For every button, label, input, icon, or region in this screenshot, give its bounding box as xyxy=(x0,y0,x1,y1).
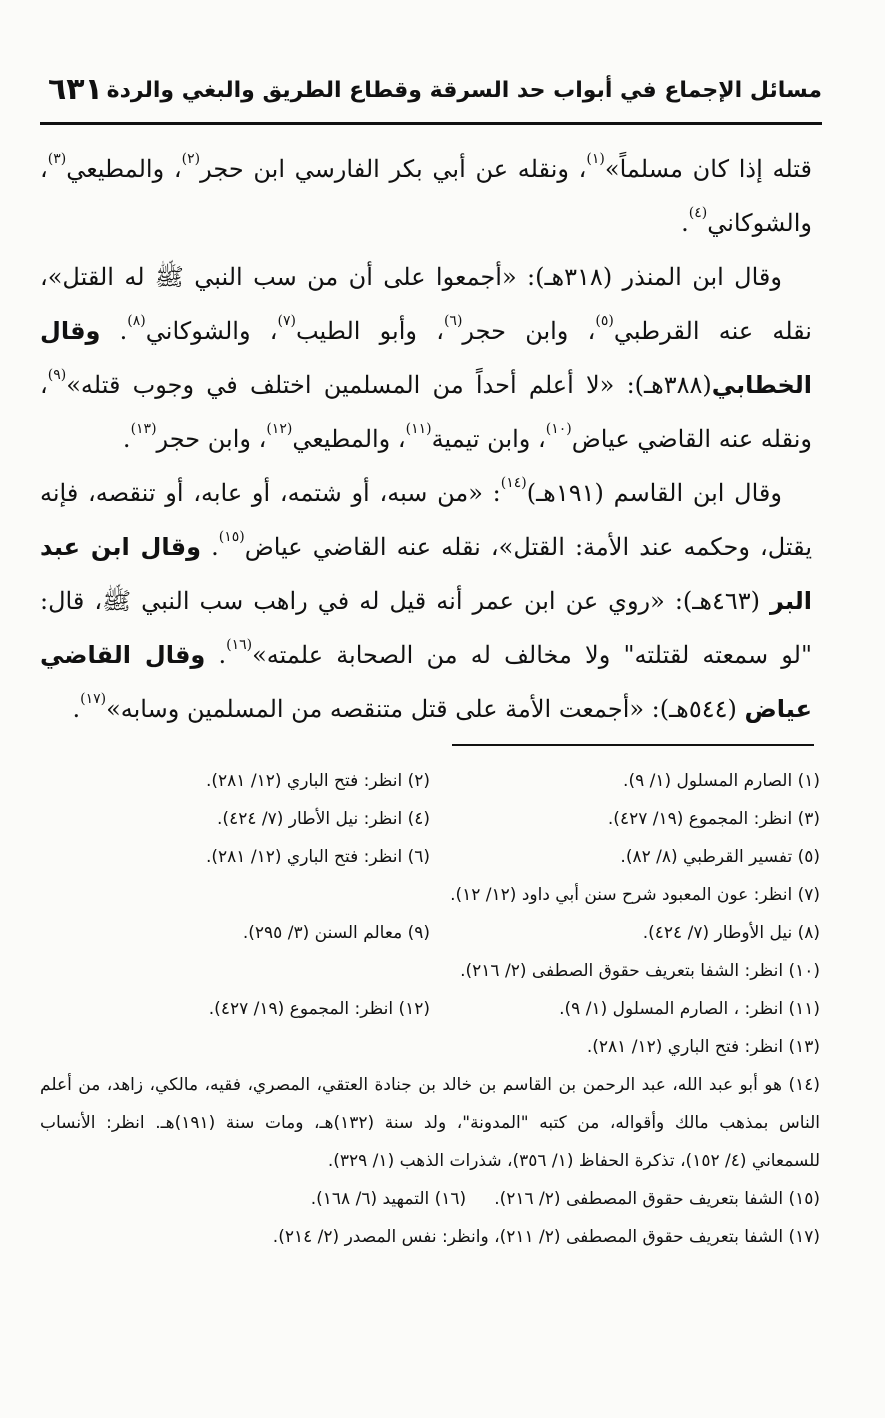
footnote-row xyxy=(40,1028,820,1066)
footnote-ref: (١٠) xyxy=(545,421,572,437)
footnote-ref: (٦) xyxy=(443,313,463,329)
text-run: ، وابن تيمية xyxy=(431,425,546,453)
footnote-row xyxy=(40,838,820,876)
footnote: (٥) تفسير القرطبي (٨/ ٨٢). xyxy=(620,847,820,867)
footnote: (١٢) انظر: المجموع (١٩/ ٤٢٧). xyxy=(208,999,430,1019)
footnote: (٩) معالم السنن (٣/ ٢٩٥). xyxy=(242,923,430,943)
footnote-ref: (١٣) xyxy=(130,421,157,437)
footnote-ref: (١٤) xyxy=(500,475,527,491)
text-run: ، والمطيعي xyxy=(66,155,182,183)
footnote-ref: (٥) xyxy=(595,313,614,329)
spacer xyxy=(466,1180,494,1218)
footnote-ref: (١٦) xyxy=(226,637,253,653)
paragraph-2 xyxy=(40,250,812,466)
footnote: (١٧) الشفا بتعريف حقوق المصطفى (٢/ ٢١١)، وانظر: نفس المصدر (٢/ ٢١٤). xyxy=(272,1227,820,1247)
text-run: ، والمطيعي xyxy=(292,425,406,453)
text-run: (٥٤٤هـ): «أجمعت الأمة على قتل متنقصه من المسلمين وسابه» xyxy=(106,695,745,723)
header-rule xyxy=(40,122,822,125)
text-run: وقال ابن القاسم (١٩١هـ) xyxy=(526,479,782,507)
footnote-ref: (٩) xyxy=(47,367,67,383)
running-header xyxy=(40,70,822,116)
footnote-ref: (١) xyxy=(586,151,605,167)
text-run: (٣٨٨هـ): «لا أعلم أحداً من المسلمين اختلف في وجوب قتله» xyxy=(66,371,712,399)
text-run: وقال ابن المنذر (٣١٨هـ): «أجمعوا على أن من سب النبي ﷺ له القتل»، نقله عنه القرطبي xyxy=(40,263,812,345)
text-run: ، ونقله عنه القاضي عياض xyxy=(40,371,812,453)
footnote: (١٥) الشفا بتعريف حقوق المصطفى (٢/ ٢١٦). xyxy=(494,1189,820,1209)
text-run: . xyxy=(100,317,128,345)
footnotes xyxy=(40,762,820,1256)
footnote-ref: (٧) xyxy=(277,313,296,329)
footnote-row xyxy=(40,876,820,914)
paragraph-1 xyxy=(40,142,812,250)
text-run: . xyxy=(72,695,81,723)
text-run: . xyxy=(681,209,689,237)
bold-run: وقال ابن عبد البر xyxy=(40,533,812,615)
text-run: ، والشوكاني xyxy=(40,155,812,237)
footnote-ref: (٤) xyxy=(688,205,708,221)
footnote-ref: (١٢) xyxy=(266,421,293,437)
text-run: ، ونقله عن أبي بكر الفارسي ابن حجر xyxy=(200,155,587,183)
footnote-ref: (١٧) xyxy=(80,691,107,707)
footnote: (٢) انظر: فتح الباري (١٢/ ٢٨١). xyxy=(206,771,430,791)
footnote-row xyxy=(40,952,820,990)
bold-run: وقال الخطابي xyxy=(40,317,812,399)
text-run: : «من سبه، أو شتمه، أو عابه، أو تنقصه، فإنه يقتل، وحكمه عند الأمة: القتل»، نقله عنه القاضي عياض xyxy=(40,479,812,561)
footnote: (١٦) التمهيد (٦/ ١٦٨). xyxy=(310,1189,467,1209)
footnote: (١٤) هو أبو عبد الله، عبد الرحمن بن القاسم بن خالد بن جنادة العتقي، المصري، فقيه، مالكي، زاهد، من أعلم الناس بمذهب مالك وأقواله، من كتبه "المدونة"، ولد سنة (١٣٢)هـ، ومات سنة (١٩١)هـ. انظر: الأنساب للسمعاني (٤/ ١٥٢)، تذكرة الحفاظ (١/ ٣٥٦)، شذرات الذهب (١/ ٣٢٩). xyxy=(40,1075,820,1171)
text-run: . xyxy=(122,425,131,453)
footnote-row xyxy=(40,1180,820,1218)
main-text xyxy=(40,142,812,736)
footnote: (٧) انظر: عون المعبود شرح سنن أبي داود (١٢/ ١٢). xyxy=(450,885,820,905)
footnote: (١٠) انظر: الشفا بتعريف حقوق الصطفى (٢/ ٢١٦). xyxy=(460,961,820,981)
text-run: . xyxy=(205,641,227,669)
footnote-ref: (٣) xyxy=(47,151,67,167)
text-run: ، والشوكاني xyxy=(145,317,278,345)
bold-run: وقال القاضي عياض xyxy=(40,641,812,723)
footnote: (١٣) انظر: فتح الباري (١٢/ ٢٨١). xyxy=(586,1037,820,1057)
footnote: (٨) نيل الأوطار (٧/ ٤٢٤). xyxy=(642,923,820,943)
footnote: (١١) انظر: ، الصارم المسلول (١/ ٩). xyxy=(559,999,820,1019)
paragraph-3 xyxy=(40,466,812,736)
footnote-ref: (٨) xyxy=(127,313,146,329)
text-run: (٤٦٣هـ): «روي عن ابن عمر أنه قيل له في راهب سب النبي ﷺ، قال: "لو سمعته لقتلته" ولا مخالف له من الصحابة علمته» xyxy=(40,587,812,669)
text-run: ، وابن حجر xyxy=(156,425,267,453)
footnote-row xyxy=(40,1218,820,1256)
footnote: (٦) انظر: فتح الباري (١٢/ ٢٨١). xyxy=(206,847,430,867)
footnote: (١) الصارم المسلول (١/ ٩). xyxy=(623,771,820,791)
footnote: (٣) انظر: المجموع (١٩/ ٤٢٧). xyxy=(607,809,820,829)
page-number: ٦٣١ xyxy=(48,72,103,107)
header-title: مسائل الإجماع في أبواب حد السرقة وقطاع الطريق والبغي والردة xyxy=(106,78,822,103)
footnote-row xyxy=(40,800,820,838)
text-run: قتله إذا كان مسلماً» xyxy=(604,155,812,183)
text-run: . xyxy=(201,533,219,561)
footnote-ref: (٢) xyxy=(181,151,201,167)
footnote-ref: (١٥) xyxy=(218,529,245,545)
footnote-row xyxy=(40,990,820,1028)
text-run: ، وابن حجر xyxy=(462,317,596,345)
footnote-row xyxy=(40,762,820,800)
footnote-ref: (١١) xyxy=(405,421,432,437)
footnote: (٤) انظر: نيل الأطار (٧/ ٤٢٤). xyxy=(217,809,430,829)
footnote-row xyxy=(40,914,820,952)
text-run: ، وأبو الطيب xyxy=(295,317,444,345)
footnote-separator xyxy=(452,744,814,746)
